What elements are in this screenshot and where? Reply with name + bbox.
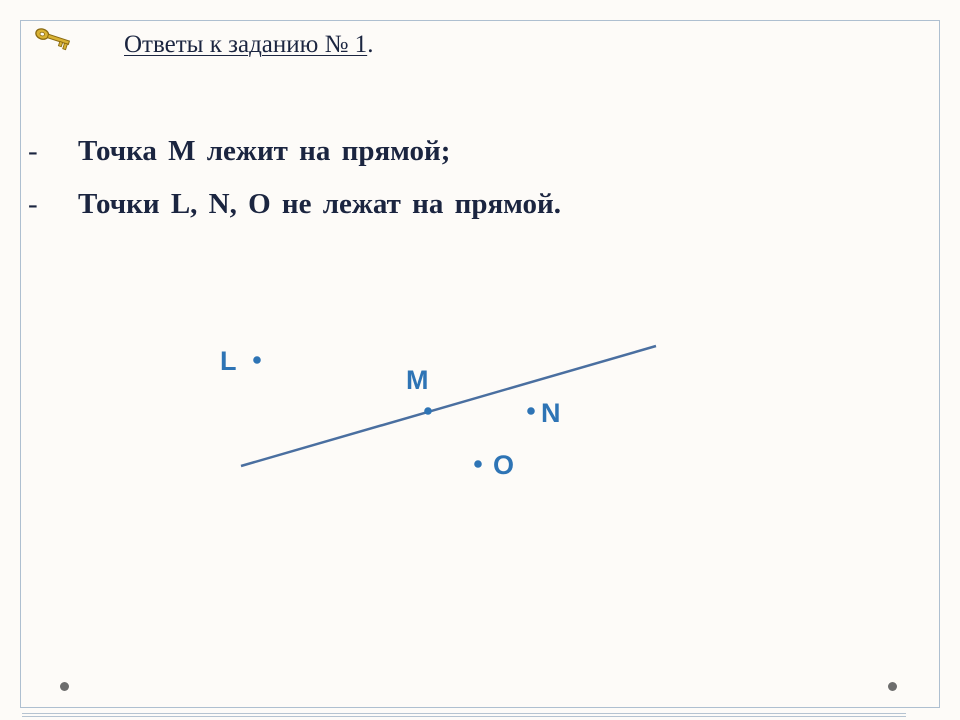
point-label-o: O [493, 450, 515, 480]
point-label-n: N [541, 398, 561, 428]
point-label-l: L [220, 346, 237, 376]
straight-line [241, 346, 656, 466]
list-marker: - [28, 188, 38, 220]
point-label-m: M [406, 365, 429, 395]
point-l [253, 356, 261, 364]
point-m [424, 407, 432, 415]
corner-dot [888, 682, 897, 691]
point-o [474, 460, 482, 468]
answer-text: Точка M лежит на прямой; [78, 135, 451, 167]
answer-text: Точки L, N, O не лежат на прямой. [78, 188, 561, 220]
point-n [527, 407, 535, 415]
corner-dot [60, 682, 69, 691]
list-marker: - [28, 135, 38, 167]
title-text: Ответы к заданию № 1 [124, 31, 368, 58]
title-period: . [367, 31, 374, 58]
